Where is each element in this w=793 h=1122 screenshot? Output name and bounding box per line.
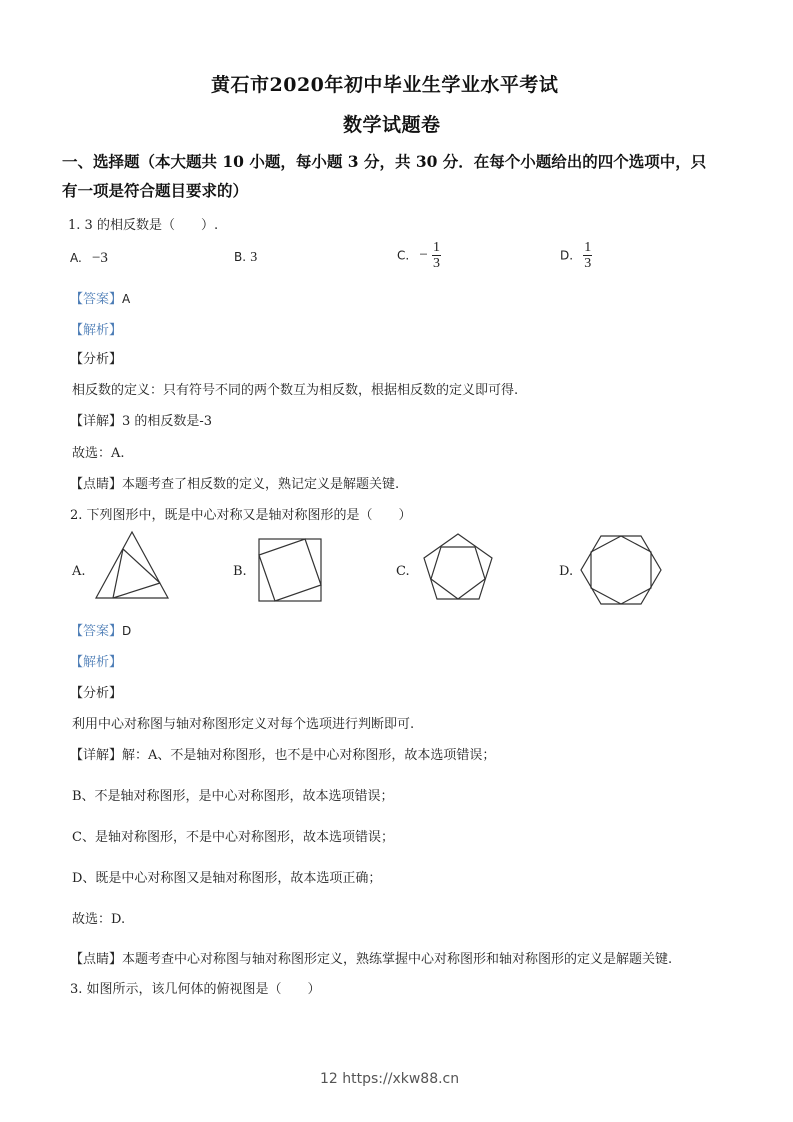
option-label: A.	[70, 251, 82, 265]
q2-line-d: D、既是中心对称图又是轴对称图形，故本选项正确；	[72, 871, 382, 886]
q3-stem: 3. 如图所示，该几何体的俯视图是（ ）	[70, 982, 321, 997]
page-footer: 12 https://xkw88.cn	[320, 1071, 460, 1087]
q2-figure-b-square-icon	[255, 535, 325, 605]
q2-option-d-label: D.	[559, 564, 574, 579]
q2-comment	[70, 948, 672, 967]
option-value: −3	[91, 250, 108, 266]
q1-detail	[70, 410, 212, 429]
q2-stem: 2. 下列图形中，既是中心对称又是轴对称图形的是（ ）	[70, 508, 412, 523]
q2-answer	[70, 620, 131, 639]
q2-option-a-label: A.	[72, 564, 86, 579]
answer-tag: 【答案】	[70, 292, 123, 307]
comment-text: 本题考查中心对称图与轴对称图形定义，熟练掌握中心对称图形和轴对称图形的定义是解题关键.	[122, 952, 673, 967]
q2-figure-c-pentagon-icon	[420, 530, 500, 606]
q1-choose: 故选：A.	[72, 446, 125, 461]
q1-answer	[70, 288, 130, 307]
option-label: C.	[397, 248, 410, 263]
document-subtitle: 数学试题卷	[343, 114, 441, 136]
comment-tag: 【点睛】	[70, 952, 123, 967]
detail-tag: 【详解】	[70, 748, 123, 763]
q2-detail	[70, 744, 495, 763]
option-value: 3	[250, 250, 258, 265]
q1-stem: 1. 3 的相反数是（ ）.	[68, 218, 219, 233]
comment-text: 本题考查了相反数的定义，熟记定义是解题关键.	[122, 477, 400, 492]
q2-line-b: B、不是轴对称图形，是中心对称图形，故本选项错误；	[72, 789, 394, 804]
q1-option-a	[70, 250, 108, 267]
option-label: B.	[234, 250, 247, 264]
detail-tag: 【详解】	[70, 414, 123, 429]
q2-figure-a-triangle-icon	[90, 530, 174, 602]
document-title: 黄石市2020年初中毕业生学业水平考试	[211, 74, 559, 96]
q2-choose: 故选：D.	[72, 912, 126, 927]
q2-figure-d-hexagon-icon	[580, 530, 664, 610]
q2-line-c: C、是轴对称图形，不是中心对称图形，故本选项错误；	[72, 830, 394, 845]
q1-analysis-tag: 【解析】	[70, 323, 123, 338]
section-heading-line2: 有一项是符合题目要求的）	[62, 181, 249, 200]
q2-fenxi-tag: 【分析】	[70, 686, 123, 701]
q1-fenxi-tag: 【分析】	[70, 352, 123, 367]
q1-option-c	[397, 240, 441, 271]
fraction: $\frac{1}{3}$	[584, 240, 592, 271]
q1-comment	[70, 473, 399, 492]
option-label: D.	[560, 248, 574, 263]
q1-option-d	[560, 240, 592, 271]
detail-text: 3 的相反数是-3	[122, 414, 213, 429]
q1-option-b	[234, 250, 257, 266]
q2-fenxi-text: 利用中心对称图与轴对称图形定义对每个选项进行判断即可.	[72, 717, 415, 732]
answer-value: A	[122, 292, 131, 306]
q2-option-c-label: C.	[396, 564, 410, 579]
q2-option-b-label: B.	[233, 564, 247, 579]
detail-text: 解：A、不是轴对称图形，也不是中心对称图形，故本选项错误；	[122, 748, 496, 763]
fraction-sign: −	[419, 247, 428, 263]
section-heading-line1: 一、选择题（本大题共 10 小题，每小题 3 分，共 30 分．在每个小题给出的四个选项中，只	[62, 152, 707, 171]
q1-fenxi-text: 相反数的定义：只有符号不同的两个数互为相反数，根据相反数的定义即可得.	[72, 383, 519, 398]
answer-tag: 【答案】	[70, 624, 123, 639]
fraction: $\frac{1}{3}$	[432, 240, 440, 271]
q2-analysis-tag: 【解析】	[70, 655, 123, 670]
comment-tag: 【点睛】	[70, 477, 123, 492]
answer-value: D	[122, 624, 132, 638]
